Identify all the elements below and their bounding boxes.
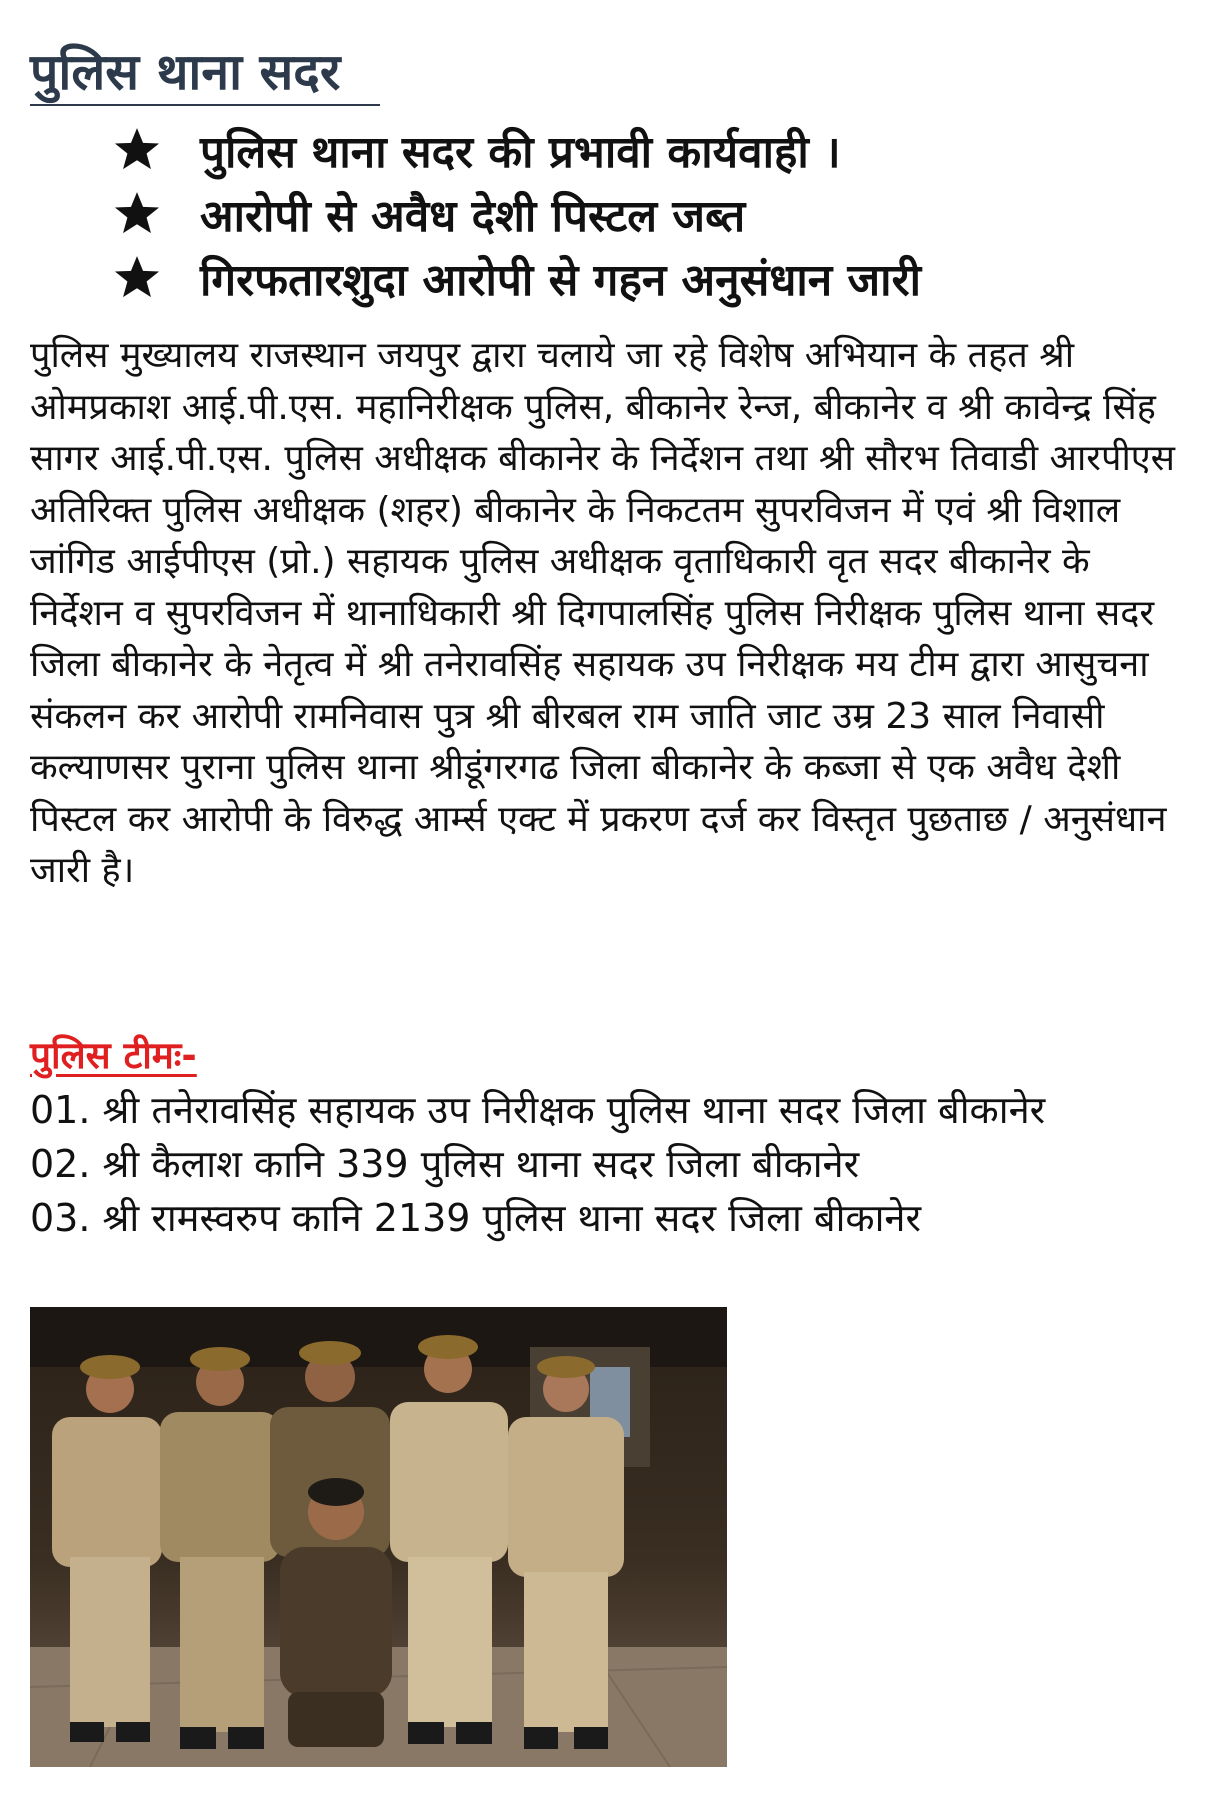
police-team-photo [30, 1307, 727, 1767]
highlight-item [112, 118, 921, 182]
title-underline [30, 104, 380, 106]
team-list [30, 1083, 1045, 1245]
highlights-list [112, 118, 921, 310]
team-heading: पुलिस टीमः- [30, 1034, 197, 1077]
highlight-text: गिरफतारशुदा आरोपी से गहन अनुसंधान जारी [200, 255, 921, 306]
page-title: पुलिस थाना सदर [30, 43, 341, 101]
star-icon [112, 253, 162, 303]
star-icon [112, 189, 162, 239]
team-member: 03. श्री रामस्वरुप कानि 2139 पुलिस थाना सदर जिला बीकानेर [30, 1196, 922, 1240]
highlight-item [112, 182, 921, 246]
highlight-text: पुलिस थाना सदर की प्रभावी कार्यवाही । [200, 127, 841, 178]
highlight-item [112, 246, 921, 310]
team-member: 02. श्री कैलाश कानि 339 पुलिस थाना सदर जिला बीकानेर [30, 1142, 860, 1186]
press-release-body: पुलिस मुख्यालय राजस्थान जयपुर द्वारा चलाये जा रहे विशेष अभियान के तहत श्री ओमप्रकाश आई.पी.एस. महानिरीक्षक पुलिस, बीकानेर रेन्ज, बीकानेर व श्री कावेन्द्र सिंह सागर आई.पी.एस. पुलिस अधीक्षक बीकानेर के निर्देशन तथा श्री सौरभ तिवाडी आरपीएस अतिरिक्त पुलिस अधीक्षक (शहर) बीकानेर के निकटतम सुपरविजन में एवं श्री विशाल जांगिड आईपीएस (प्रो.) सहायक पुलिस अधीक्षक वृताधिकारी वृत सदर बीकानेर के निर्देशन व सुपरविजन में थानाधिकारी श्री दिगपालसिंह पुलिस निरीक्षक पुलिस थाना सदर जिला बीकानेर के नेतृत्व में श्री तनेरावसिंह सहायक उप निरीक्षक मय टीम द्वारा आसुचना संकलन कर आरोपी रामनिवास पुत्र श्री बीरबल राम जाति जाट उम्र 23 साल निवासी कल्याणसर पुराना पुलिस थाना श्रीडूंगरगढ जिला बीकानेर के कब्जा से एक अवैध देशी पिस्टल कर आरोपी के विरुद्ध आर्म्स एक्ट में प्रकरण दर्ज कर विस्तृत पुछताछ / अनुसंधान जारी है। [30, 335, 1176, 891]
star-icon [112, 125, 162, 175]
highlight-text: आरोपी से अवैध देशी पिस्टल जब्त [200, 191, 746, 242]
team-member: 01. श्री तनेरावसिंह सहायक उप निरीक्षक पुलिस थाना सदर जिला बीकानेर [30, 1088, 1046, 1132]
